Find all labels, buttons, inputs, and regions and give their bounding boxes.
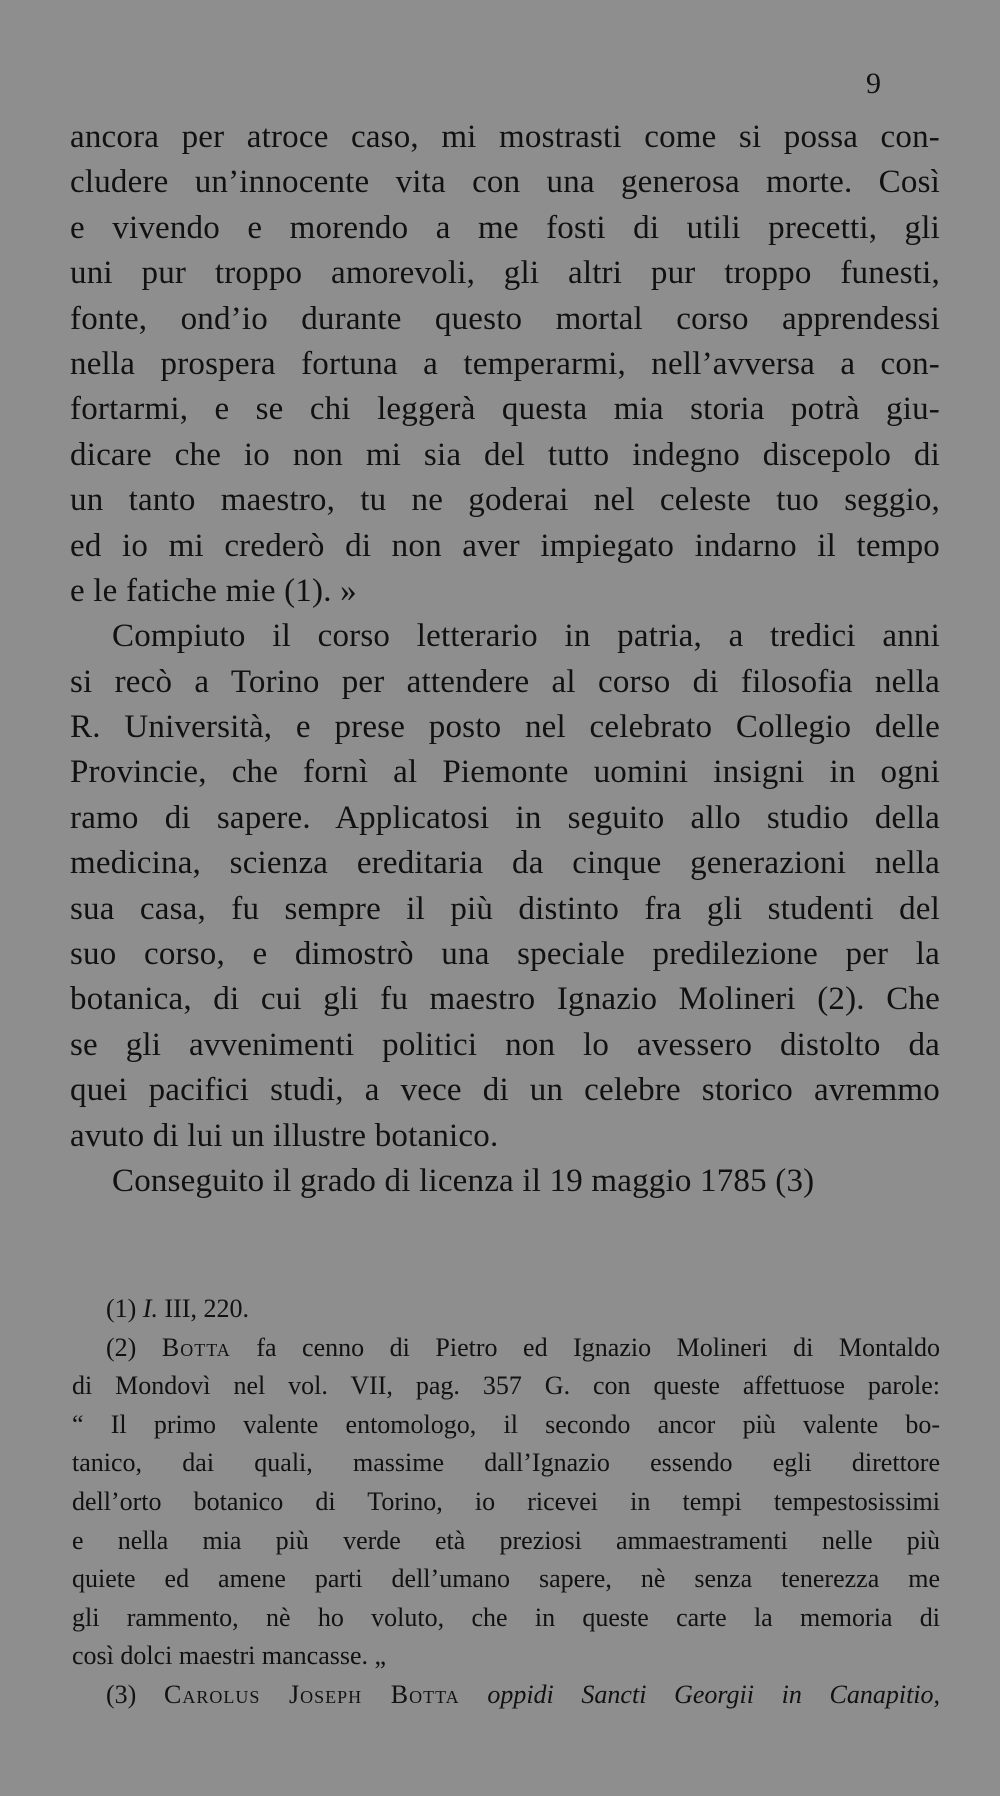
text-line: medicina, scienza ereditaria da cinque generazioni nella xyxy=(70,845,940,882)
footnote-line: di Mondovì nel vol. VII, pag. 357 G. con queste affettuose parole: xyxy=(72,1371,940,1401)
text-line: dicare che io non mi sia del tutto indegno discepolo di xyxy=(70,436,940,473)
footnote-line: gli rammento, nè ho voluto, che in queste carte la memoria di xyxy=(72,1602,940,1632)
footnote-line: “ Il primo valente entomologo, il secondo ancor più valente bo- xyxy=(72,1409,940,1439)
footnote-author: Carolus Joseph Botta xyxy=(163,1679,460,1709)
footnote-1 xyxy=(72,1290,940,1329)
footnote-text: fa cenno di Pietro ed Ignazio Molineri di Montaldo xyxy=(256,1332,941,1362)
text-line: quei pacifici studi, a vece di un celebre storico avremmo xyxy=(70,1072,940,1109)
text-line: nella prospera fortuna a temperarmi, nell’avversa a con- xyxy=(70,345,940,382)
footnote-3 xyxy=(72,1676,940,1715)
text-line: Conseguito il grado di licenza il 19 maggio 1785 (3) xyxy=(112,1162,815,1199)
main-text xyxy=(70,115,940,1204)
text-line: e vivendo e morendo a me fosti di utili precetti, gli xyxy=(70,209,940,246)
text-line: e le fatiche mie (1). » xyxy=(70,572,357,609)
footnote-reference: I. xyxy=(142,1294,158,1323)
text-line: sua casa, fu sempre il più distinto fra gli studenti del xyxy=(70,890,940,927)
text-line: Compiuto il corso letterario in patria, a tredici anni xyxy=(112,618,940,655)
footnote-line: e nella mia più verde età preziosi ammaestramenti nelle più xyxy=(72,1525,940,1555)
page-number: 9 xyxy=(866,67,881,100)
footnotes xyxy=(72,1290,940,1715)
text-line: suo corso, e dimostrò una speciale predilezione per la xyxy=(70,936,940,973)
text-line: un tanto maestro, tu ne goderai nel celeste tuo seggio, xyxy=(70,482,940,519)
text-line: R. Università, e prese posto nel celebrato Collegio delle xyxy=(70,709,940,746)
footnote-line: così dolci maestri mancasse. „ xyxy=(72,1641,387,1671)
text-line: ancora per atroce caso, mi mostrasti come si possa con- xyxy=(70,119,940,155)
text-line: fonte, ond’io durante questo mortal corso apprendessi xyxy=(70,300,940,337)
text-line: Provincie, che fornì al Piemonte uomini insigni in ogni xyxy=(70,754,940,791)
text-line: avuto di lui un illustre botanico. xyxy=(70,1117,499,1154)
text-line: se gli avvenimenti politici non lo avessero distolto da xyxy=(70,1026,940,1063)
text-line: uni pur troppo amorevoli, gli altri pur troppo funesti, xyxy=(70,255,940,292)
text-line: si recò a Torino per attendere al corso di filosofia nella xyxy=(70,663,940,700)
footnote-text: oppidi Sancti Georgii in Canapitio, xyxy=(487,1679,941,1709)
footnote-mark: (3) xyxy=(106,1679,137,1709)
text-line: cludere un’innocente vita con una generosa morte. Così xyxy=(70,164,940,201)
text-line: fortarmi, e se chi leggerà questa mia storia potrà giu- xyxy=(70,391,940,428)
footnote-2 xyxy=(72,1329,940,1368)
footnote-line: dell’orto botanico di Torino, io ricevei in tempi tempestosissimi xyxy=(72,1486,940,1516)
footnote-mark: (2) xyxy=(106,1332,137,1362)
footnote-author: Botta xyxy=(161,1332,231,1362)
footnote-mark: (1) xyxy=(106,1294,137,1323)
text-line: botanica, di cui gli fu maestro Ignazio Molineri (2). Che xyxy=(70,981,940,1018)
text-line: ramo di sapere. Applicatosi in seguito allo studio della xyxy=(70,799,940,836)
footnote-line: quiete ed amene parti dell’umano sapere, nè senza tenerezza me xyxy=(72,1564,940,1594)
footnote-text: III, 220. xyxy=(164,1294,249,1323)
footnote-line: tanico, dai quali, massime dall’Ignazio essendo egli direttore xyxy=(72,1448,940,1478)
text-line: ed io mi crederò di non aver impiegato indarno il tempo xyxy=(70,527,940,564)
